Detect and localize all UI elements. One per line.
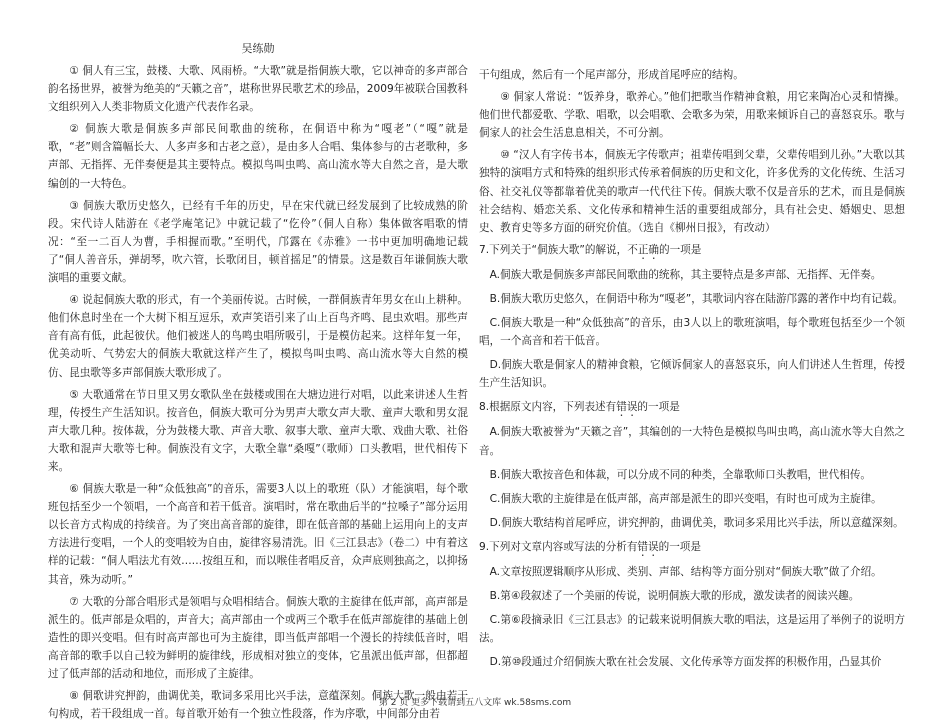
article-paragraph: ② 侗族大歌是侗族多声部民间歌曲的统称，在侗语中称为“嘎老”（“嘎”就是歌，“老”则含篇幅长大、人多声多和古老之意），是由多人合唱、集体参与的古老歌种，多声部、无指挥、无伴奏便是其主要特点。模拟鸟叫虫鸣、高山流水等大自然之音，是大歌编创的一大特色。 bbox=[48, 123, 468, 190]
question-stem bbox=[479, 538, 905, 559]
answer-option: C.第⑥段摘录旧《三江县志》的记载来说明侗族大歌的唱法，这是运用了举例子的说明方法。 bbox=[479, 614, 905, 645]
question-text: 8.根据原文内容，下列表述有 bbox=[479, 401, 617, 414]
question-text: 9.下列对文章内容或写法的分析有 bbox=[479, 540, 638, 553]
answer-option: D.第⑩段通过介绍侗族大歌在社会发展、文化传承等方面发挥的积极作用，凸显其价 bbox=[489, 656, 882, 669]
answer-option: C.侗族大歌的主旋律是在低声部，高声部是派生的即兴变唱，有时也可成为主旋律。 bbox=[489, 492, 882, 505]
answer-option: A.文章按照逻辑顺序从形成、类别、声部、结构等方面分别对“侗族大歌”做了介绍。 bbox=[489, 565, 882, 578]
answer-option: B.侗族大歌历史悠久，在侗语中称为“嘎老”，其歌词内容在陆游邝露的著作中均有记载。 bbox=[489, 292, 904, 305]
answer-option: D.侗族大歌是侗家人的精神食粮，它倾诉侗家人的喜怒哀乐，向人们讲述人生哲理，传授生产生活知识。 bbox=[479, 359, 905, 390]
emphasized-word: 错误 bbox=[637, 540, 659, 553]
left-column bbox=[48, 62, 468, 727]
question-stem bbox=[479, 398, 905, 419]
article-paragraph: ④ 说起侗族大歌的形式，有一个美丽传说。古时候，一群侗族青年男女在山上耕种。他们休息时坐在一个大树下相互逗乐，欢声笑语引来了山上百鸟齐鸣、昆虫欢唱。那些声音有高有低，此起彼伏。他们被迷人的鸟鸣虫唱所吸引，于是模仿起来。这样年复一年，优美动听、气势宏大的侗族大歌就这样产生了，模拟鸟叫虫鸣、高山流水等大自然的模仿、昆虫歌等多声部侗族大歌形成了。 bbox=[48, 294, 468, 379]
article-paragraph: ① 侗人有三宝，鼓楼、大歌、风雨桥。“大歌”就是指侗族大歌，它以神奇的多声部合韵名扬世界，被誉为绝美的“天籁之音”，堪称世界民歌艺术的珍品，2009年被联合国教科文组织列入人类非物质文化遗产代表作名录。 bbox=[48, 65, 468, 114]
answer-option: B.侗族大歌按音色和体裁，可以分成不同的种类，全靠歌师口头教唱，世代相传。 bbox=[489, 468, 872, 481]
question-stem bbox=[479, 241, 905, 262]
emphasized-word: 错误 bbox=[616, 401, 638, 414]
author-name: 吴练勋 bbox=[241, 42, 275, 55]
article-paragraph: ⑦ 大歌的分部合唱形式是领唱与众唱相结合。侗族大歌的主旋律在低声部，高声部是派生的。低声部是众唱的，声音大；高声部由一个或两三个歌手在低声部旋律的基础上创造性的即兴变唱。但有时高声部也可为主旋律，即当低声部唱一个漫长的持续低音时，唱高音部的歌手以自己较为鲜明的旋律线，形成相对独立的变体，它虽派出低声部，但都超过了低声部的活动和地位，而形成了主旋律。 bbox=[48, 595, 468, 680]
article-paragraph: ⑧ 侗歌讲究押韵，曲调优美，歌词多采用比兴手法，意蕴深刻。侗族大歌一般由若干句构成，若干段组成一首。每首歌开始有一个独立性段落，作为序歌，中间部分由若 bbox=[48, 690, 468, 721]
article-paragraph: ⑥ 侗族大歌是一种“众低独高”的音乐，需要3人以上的歌班（队）才能演唱，每个歌班包括至少一个领唱，一个高音和若干低音。演唱时，常在歌曲后半的“拉嗓子”部分运用以长音方式构成的持续音。为了突出高音部的旋律，即在低音部的基础上运用向上的支声方法进行变唱，一个人的变唱较为自由，旋律容易清洗。旧《三江县志》（卷二）中有着这样的记载：“侗人唱法尤有效……按组互和，而以喉佳者唱反音，众声底则独高之，以抑扬其音，殊为动听。” bbox=[48, 483, 468, 586]
answer-option: D.侗族大歌结构首尾呼应，讲究押韵，曲调优美，歌词多采用比兴手法，所以意蕴深刻。 bbox=[489, 516, 904, 529]
question-text: 的一项是 bbox=[658, 540, 701, 553]
question-text: 7.下列关于“侗族大歌”的解说，不 bbox=[479, 243, 638, 256]
answer-option: B.第④段叙述了一个美丽的传说，说明侗族大歌的形成，激发读者的阅读兴趣。 bbox=[489, 589, 860, 602]
question-text: 的一项是 bbox=[659, 243, 702, 256]
article-paragraph: ⑨ 侗家人常说：“饭养身，歌养心。”他们把歌当作精神食粮，用它来陶冶心灵和情操。他们世代都爱歌、学歌、唱歌，以会唱歌、会歌多为荣，用歌来倾诉自己的喜怒哀乐。歌与侗家人的社会生活息息相关，不可分割。 bbox=[479, 91, 905, 140]
question-text: 的一项是 bbox=[637, 401, 680, 414]
article-paragraph: ③ 侗族大歌历史悠久，已经有千年的历史，早在宋代就已经发展到了比较成熟的阶段。宋代诗人陆游在《老学庵笔记》中就记载了“仡伶”（侗人自称）集体做客唱歌的情况：“至一二百人为曹，手相握而歌。”至明代，邝露在《赤雅》一书中更加明确地记载了“侗人善音乐，弹胡琴，吹六管，长歌闭目，顿首摇足”的情景。这是数百年谦侗族大歌演唱的重要文献。 bbox=[48, 199, 468, 285]
article-paragraph: 干句组成，然后有一个尾声部分，形成首尾呼应的结构。 bbox=[479, 69, 744, 81]
right-column bbox=[479, 66, 905, 677]
page-footer: 第 2 页 更多下载请到五八文库 wk.58sms.com bbox=[378, 698, 572, 708]
article-paragraph: ⑤ 大歌通常在节日里又男女歌队坐在鼓楼或围在大塘边进行对唱，以此来讲述人生哲理，传授生产生活知识。按音色，侗族大歌可分为男声大歌女声大歌、童声大歌和男女混声大歌几种。按体裁，分为鼓楼大歌、声音大歌、叙事大歌、童声大歌、戏曲大歌、社俗大歌和混声大歌等七种。侗族没有文字，大歌全靠“桑嘎”（歌师）口头教唱，世代相传下来。 bbox=[48, 388, 468, 473]
emphasized-word: 正确 bbox=[637, 243, 659, 256]
answer-option: C.侗族大歌是一种“众低独高”的音乐，由3人以上的歌班演唱，每个歌班包括至少一个领唱，一个高音和若干低音。 bbox=[479, 317, 905, 348]
article-paragraph: ⑩ “汉人有字传书本，侗族无字传歌声；祖辈传唱到父辈，父辈传唱到儿孙。”大歌以其独特的演唱方式和特殊的组织形式传承着侗族的历史和文化，许多优秀的文化传统、生活习俗、社交礼仪等都靠着优美的歌声一代代往下传。侗族大歌不仅是音乐的艺术，而且是侗族社会结构、婚恋关系、文化传承和精神生活的重要组成部分，具有社会史、婚姻史、思想史、教育史等多方面的研究价值。（选自《柳州日报》，有改动） bbox=[479, 149, 905, 234]
answer-option: A.侗族大歌被誉为“天籁之音”，其编创的一大特色是模拟鸟叫虫鸣，高山流水等大自然之音。 bbox=[479, 426, 905, 457]
answer-option: A.侗族大歌是侗族多声部民间歌曲的统称，其主要特点是多声部、无指挥、无伴奏。 bbox=[489, 268, 882, 281]
